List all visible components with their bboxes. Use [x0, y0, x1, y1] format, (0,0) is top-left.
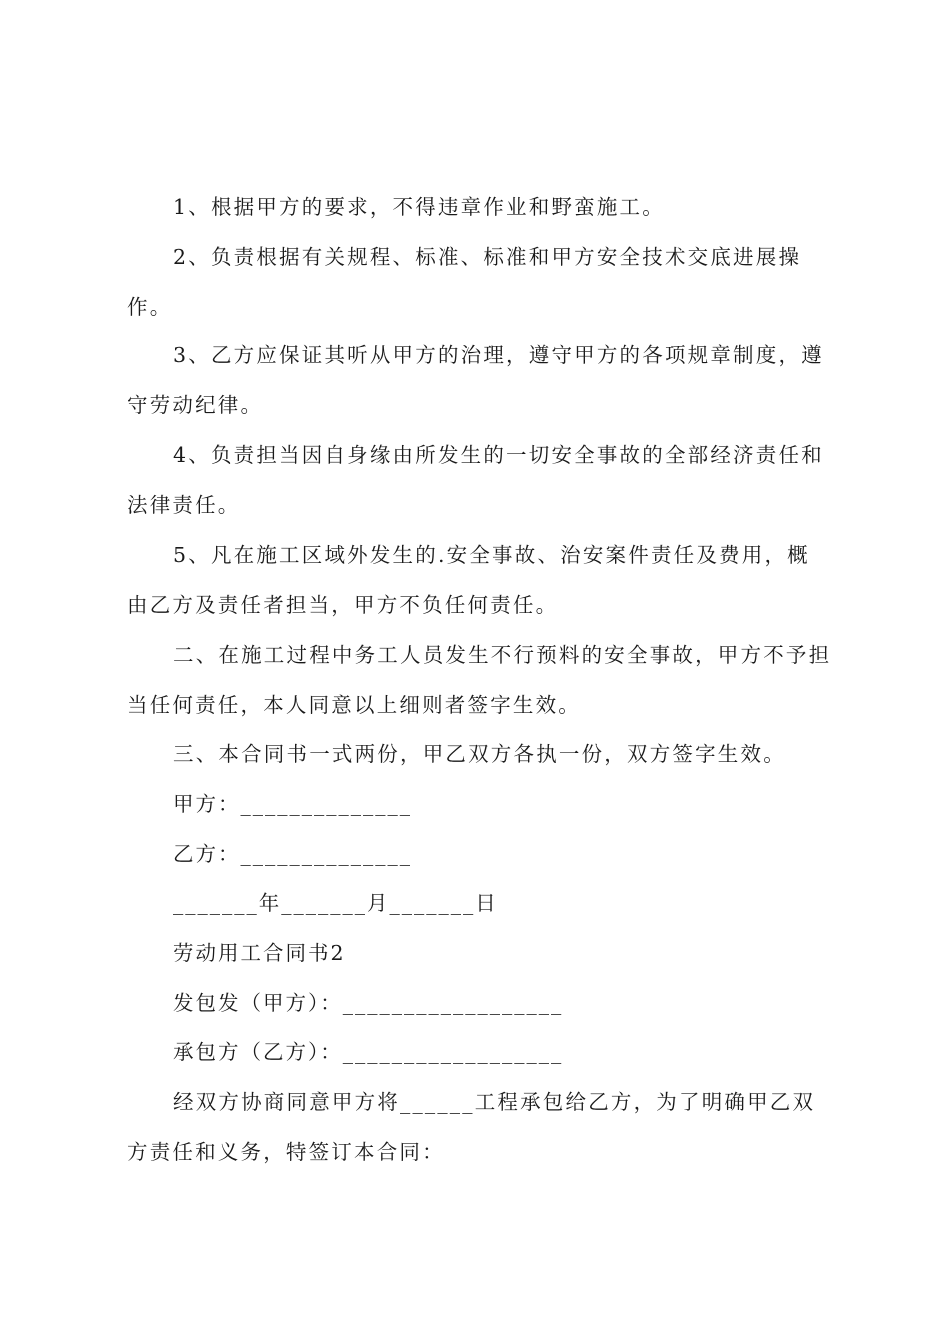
clause-3: 3、乙方应保证其听从甲方的治理，遵守甲方的各项规章制度，遵守劳动纪律。 [127, 343, 824, 417]
clause-2: 2、负责根据有关规程、标准、标准和甲方安全技术交底进展操作。 [127, 245, 802, 319]
article-3: 三、本合同书一式两份，甲乙双方各执一份，双方签字生效。 [173, 742, 786, 766]
contract-intro: 经双方协商同意甲方将______工程承包给乙方，为了明确甲乙双方责任和义务，特签订本合同： [127, 1090, 816, 1164]
contractor-a: 发包发（甲方）：__________________ [173, 991, 564, 1015]
section-title: 劳动用工合同书2 [173, 941, 346, 965]
article-2: 二、在施工过程中务工人员发生不行预料的安全事故，甲方不予担当任何责任，本人同意以上细则者签字生效。 [127, 643, 832, 717]
clause-5: 5、凡在施工区域外发生的.安全事故、治安案件责任及费用，概由乙方及责任者担当，甲方不负任何责任。 [127, 543, 810, 617]
party-b-signature: 乙方：______________ [173, 842, 412, 866]
contractor-b: 承包方（乙方）：__________________ [173, 1040, 564, 1064]
signature-date: _______年_______月_______日 [173, 891, 498, 915]
clause-4: 4、负责担当因自身缘由所发生的一切安全事故的全部经济责任和法律责任。 [127, 443, 824, 517]
clause-1: 1、根据甲方的要求，不得违章作业和野蛮施工。 [173, 195, 665, 219]
party-a-signature: 甲方：______________ [173, 792, 412, 816]
